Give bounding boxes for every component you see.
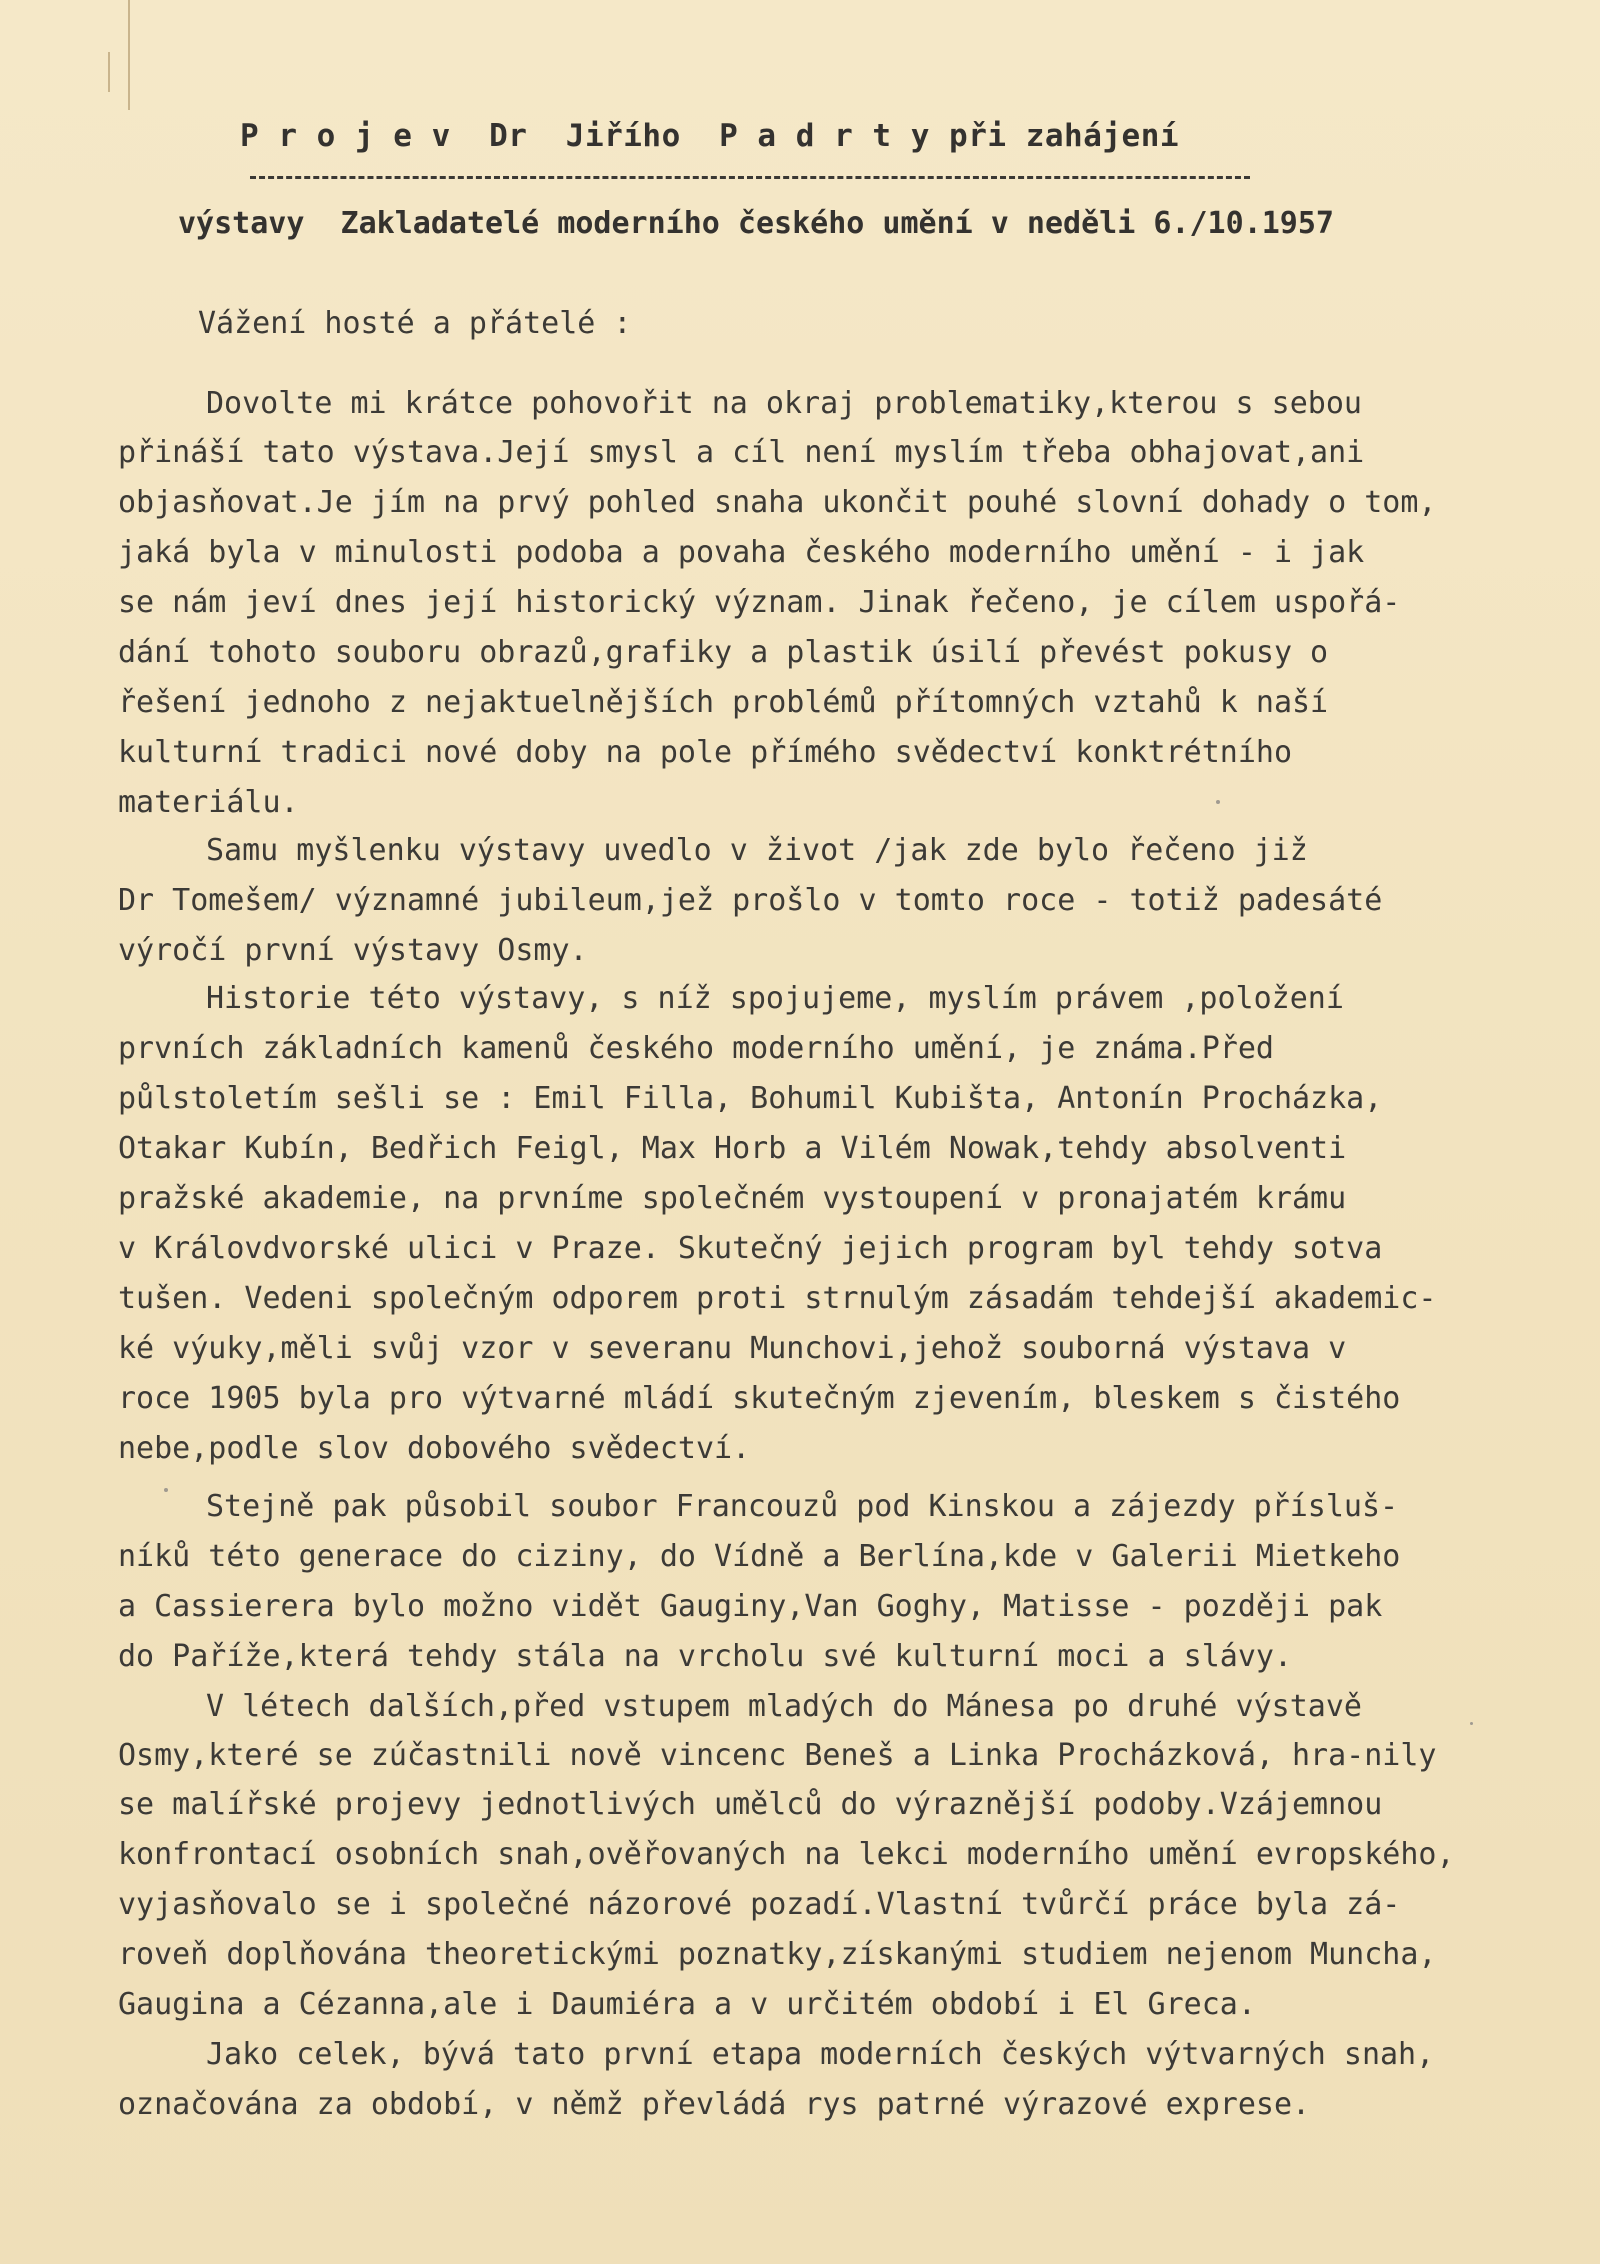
- body-line: nebe,podle slov dobového svědectví.: [118, 1431, 751, 1466]
- body-line: materiálu.: [118, 785, 299, 820]
- body-line: a Cassierera bylo možno vidět Gauginy,Van Goghy, Matisse - později pak: [118, 1589, 1383, 1624]
- paper-fold-mark: [108, 52, 110, 92]
- ink-speck: [1216, 800, 1220, 804]
- body-line: konfrontací osobních snah,ověřovaných na lekci moderního umění evropského,: [118, 1837, 1455, 1872]
- body-line: Gaugina a Cézanna,ale i Daumiéra a v určitém období i El Greca.: [118, 1987, 1256, 2022]
- body-line: Osmy,které se zúčastnili nově vincenc Beneš a Linka Procházková, hra-nily: [118, 1738, 1437, 1773]
- document-subtitle: výstavy Zakladatelé moderního českého umění v neděli 6./10.1957: [178, 206, 1334, 241]
- body-line: Historie této výstavy, s níž spojujeme, myslím právem ,položení: [206, 981, 1344, 1016]
- paper-fold-mark: [128, 0, 130, 110]
- body-line: pražské akademie, na prvníme společném vystoupení v pronajatém krámu: [118, 1181, 1347, 1216]
- body-line: roce 1905 byla pro výtvarné mládí skutečným zjevením, bleskem s čistého: [118, 1381, 1401, 1416]
- body-line: do Paříže,která tehdy stála na vrcholu své kulturní moci a slávy.: [118, 1639, 1292, 1674]
- body-line: Samu myšlenku výstavy uvedlo v život /jak zde bylo řečeno již: [206, 833, 1308, 868]
- body-line: roveň doplňována theoretickými poznatky,získanými studiem nejenom Muncha,: [118, 1937, 1437, 1972]
- title-underline: [250, 176, 1250, 179]
- ink-speck: [1470, 1722, 1473, 1725]
- body-line: Otakar Kubín, Bedřich Feigl, Max Horb a Vilém Nowak,tehdy absolventi: [118, 1131, 1347, 1166]
- body-line: ké výuky,měli svůj vzor v severanu Munchovi,jehož souborná výstava v: [118, 1331, 1347, 1366]
- body-line: přináší tato výstava.Její smysl a cíl není myslím třeba obhajovat,ani: [118, 435, 1365, 470]
- body-line: kulturní tradici nové doby na pole přímého svědectví konktrétního: [118, 735, 1292, 770]
- document-title: P r o j e v Dr Jiřího P a d r t y při zahájení: [240, 118, 1180, 154]
- body-line: prvních základních kamenů českého moderního umění, je známa.Před: [118, 1031, 1274, 1066]
- salutation: Vážení hosté a přátelé :: [198, 306, 632, 341]
- body-line: označována za období, v němž převládá rys patrné výrazové exprese.: [118, 2087, 1311, 2122]
- body-line: se malířské projevy jednotlivých umělců do výraznější podoby.Vzájemnou: [118, 1787, 1383, 1822]
- body-line: níků této generace do ciziny, do Vídně a Berlína,kde v Galerii Mietkeho: [118, 1539, 1401, 1574]
- body-line: výročí první výstavy Osmy.: [118, 933, 588, 968]
- body-line: Dovolte mi krátce pohovořit na okraj problematiky,kterou s sebou: [206, 386, 1362, 421]
- body-line: dání tohoto souboru obrazů,grafiky a plastik úsilí převést pokusy o: [118, 635, 1329, 670]
- ink-speck: [164, 1488, 168, 1492]
- body-line: Dr Tomešem/ významné jubileum,jež prošlo v tomto roce - totiž padesáté: [118, 883, 1383, 918]
- body-line: Jako celek, bývá tato první etapa moderních českých výtvarných snah,: [206, 2037, 1435, 2072]
- body-line: tušen. Vedeni společným odporem proti strnulým zásadám tehdejší akademic-: [118, 1281, 1437, 1316]
- body-line: jaká byla v minulosti podoba a povaha českého moderního umění - i jak: [118, 535, 1365, 570]
- body-line: řešení jednoho z nejaktuelnějších problémů přítomných vztahů k naší: [118, 685, 1329, 720]
- body-line: Stejně pak působil soubor Francouzů pod Kinskou a zájezdy přísluš-: [206, 1489, 1399, 1524]
- body-line: objasňovat.Je jím na prvý pohled snaha ukončit pouhé slovní dohady o tom,: [118, 485, 1437, 520]
- body-line: půlstoletím sešli se : Emil Filla, Bohumil Kubišta, Antonín Procházka,: [118, 1081, 1383, 1116]
- body-line: se nám jeví dnes její historický význam. Jinak řečeno, je cílem uspořá-: [118, 585, 1401, 620]
- body-line: v Královdvorské ulici v Praze. Skutečný jejich program byl tehdy sotva: [118, 1231, 1383, 1266]
- body-line: V létech dalších,před vstupem mladých do Mánesa po druhé výstavě: [206, 1689, 1362, 1724]
- body-line: vyjasňovalo se i společné názorové pozadí.Vlastní tvůrčí práce byla zá-: [118, 1887, 1401, 1922]
